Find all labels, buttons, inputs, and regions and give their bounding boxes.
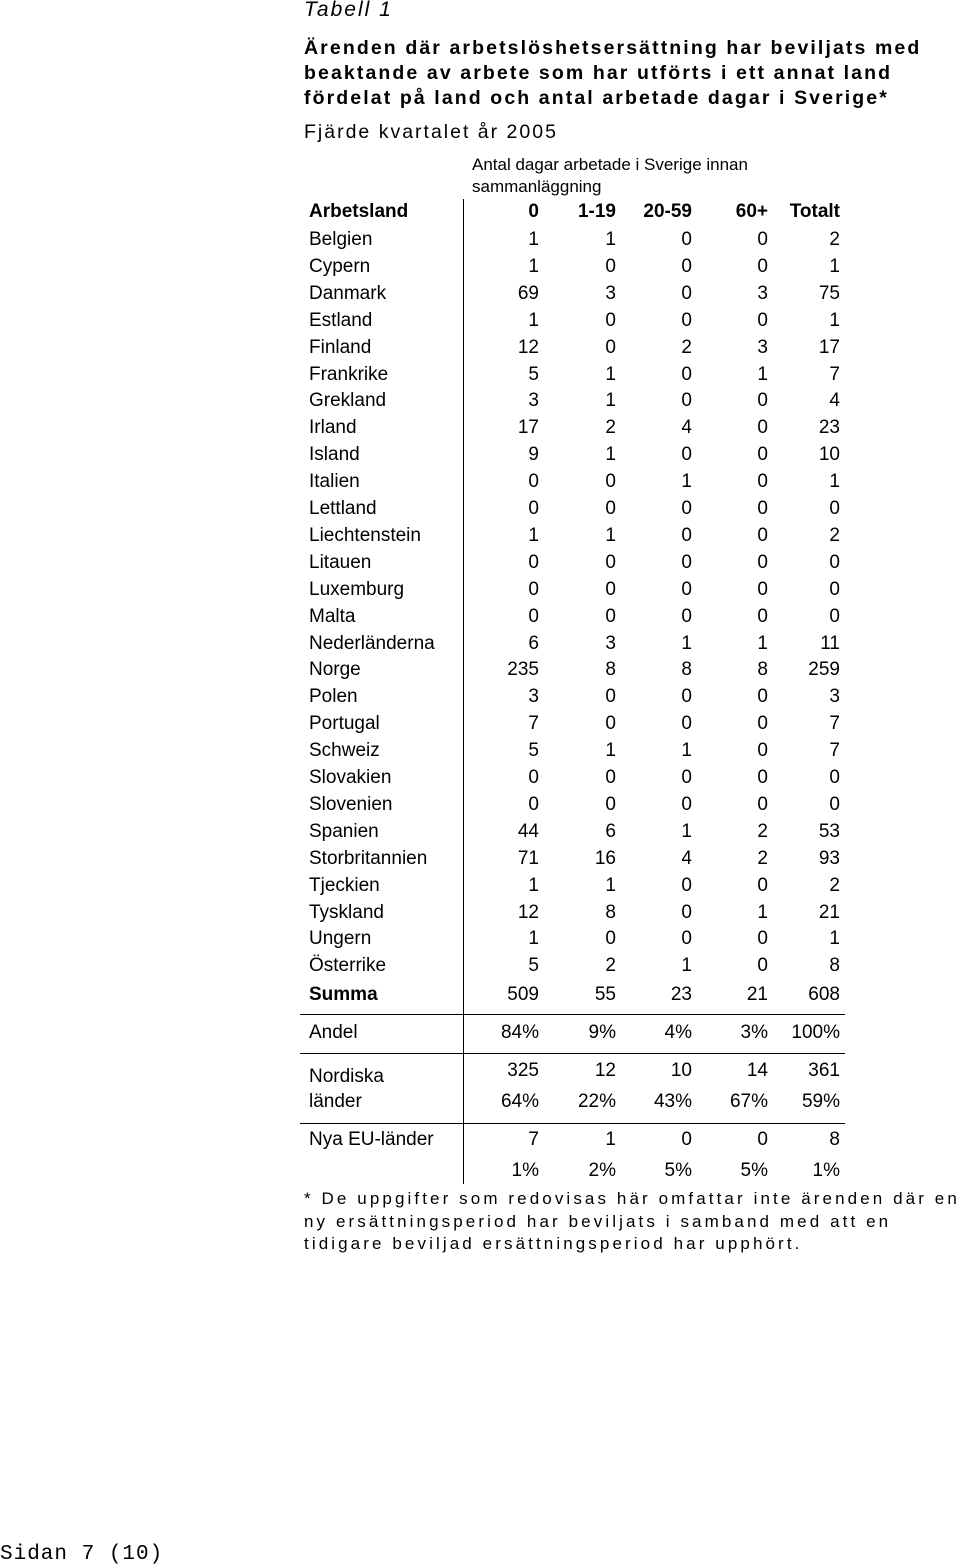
cell: 1 bbox=[681, 740, 692, 762]
divider-summa bbox=[300, 1014, 845, 1015]
cell: 235 bbox=[507, 659, 539, 681]
cell: 0 bbox=[681, 551, 692, 573]
cell: 1 bbox=[757, 901, 768, 923]
cell: 22% bbox=[577, 1091, 616, 1112]
cell: 1% bbox=[812, 1160, 840, 1181]
cell: 325 bbox=[507, 1060, 539, 1081]
cell: 0 bbox=[681, 874, 692, 896]
row-label: Italien bbox=[309, 471, 360, 493]
cell: 0 bbox=[681, 444, 692, 466]
cell: 8 bbox=[605, 659, 616, 681]
cell: 0 bbox=[757, 417, 768, 439]
row-label: Andel bbox=[309, 1022, 358, 1043]
cell: 361 bbox=[808, 1060, 840, 1081]
cell: 0 bbox=[829, 793, 840, 815]
cell: 9% bbox=[588, 1022, 616, 1043]
cell: 0 bbox=[757, 471, 768, 493]
cell: 0 bbox=[528, 605, 539, 627]
cell: 21 bbox=[746, 984, 768, 1005]
cell: 0 bbox=[605, 578, 616, 600]
cell: 2 bbox=[681, 336, 692, 358]
cell: 0 bbox=[681, 229, 692, 250]
cell: 2 bbox=[605, 417, 616, 439]
cell: 1 bbox=[681, 955, 692, 977]
cell: 509 bbox=[507, 984, 539, 1005]
cell: 1 bbox=[681, 820, 692, 842]
cell: 0 bbox=[757, 578, 768, 600]
cell: 5 bbox=[528, 740, 539, 762]
row-label: Frankrike bbox=[309, 363, 389, 385]
cell: 84% bbox=[500, 1022, 539, 1043]
row-label: Nordiska bbox=[309, 1066, 384, 1087]
cell: 0 bbox=[681, 793, 692, 815]
cell: 0 bbox=[829, 767, 840, 788]
column-divider bbox=[463, 199, 464, 1184]
cell: 12 bbox=[517, 901, 539, 923]
cell: 5 bbox=[528, 955, 539, 977]
cell: 4% bbox=[664, 1022, 692, 1043]
cell: 3 bbox=[829, 686, 840, 708]
cell: 4 bbox=[681, 847, 692, 869]
cell: 0 bbox=[757, 524, 768, 546]
cell: 1 bbox=[605, 363, 616, 385]
cell: 0 bbox=[681, 605, 692, 627]
cell: 0 bbox=[681, 578, 692, 600]
cell: 43% bbox=[653, 1091, 692, 1112]
row-label: Österrike bbox=[309, 955, 387, 977]
cell: 3 bbox=[605, 632, 616, 654]
cell: 1 bbox=[605, 874, 616, 896]
row-label: länder bbox=[309, 1091, 362, 1112]
header-label: Arbetsland bbox=[309, 201, 409, 222]
cell: 0 bbox=[528, 471, 539, 493]
cell: 3% bbox=[740, 1022, 768, 1043]
cell: 0 bbox=[757, 309, 768, 331]
cell: 0 bbox=[528, 578, 539, 600]
cell: 0 bbox=[681, 390, 692, 412]
cell: 17 bbox=[517, 417, 539, 439]
divider-nordiska bbox=[300, 1123, 845, 1124]
cell: 71 bbox=[517, 847, 539, 869]
cell: 0 bbox=[681, 767, 692, 788]
row-label: Finland bbox=[309, 336, 372, 358]
cell: 1 bbox=[528, 524, 539, 546]
cell: 0 bbox=[681, 713, 692, 735]
cell: 259 bbox=[808, 659, 840, 681]
cell: 0 bbox=[605, 255, 616, 277]
cell: 0 bbox=[829, 578, 840, 600]
cell: 0 bbox=[681, 282, 692, 304]
cell: 1 bbox=[757, 632, 768, 654]
row-label: Nederländerna bbox=[309, 632, 435, 654]
cell: 0 bbox=[757, 255, 768, 277]
row-label: Spanien bbox=[309, 820, 379, 842]
cell: 1 bbox=[528, 309, 539, 331]
footnote: * De uppgifter som redovisas här omfattar inte ärenden där en ny ersättningsperiod har beviljats i samband med att en tidigare beviljad ersättningsperiod har upphört. bbox=[304, 1189, 960, 1253]
cell: 8 bbox=[757, 659, 768, 681]
row-label: Belgien bbox=[309, 229, 373, 250]
cell: 1 bbox=[681, 632, 692, 654]
cell: 64% bbox=[500, 1091, 539, 1112]
cell: 1 bbox=[528, 874, 539, 896]
cell: 1 bbox=[829, 471, 840, 493]
cell: 7 bbox=[829, 740, 840, 762]
cell: 1 bbox=[757, 363, 768, 385]
cell: 7 bbox=[829, 713, 840, 735]
row-label: Portugal bbox=[309, 713, 380, 735]
cell: 3 bbox=[528, 390, 539, 412]
cell: 0 bbox=[528, 793, 539, 815]
cell: 0 bbox=[757, 229, 768, 250]
cell: 0 bbox=[681, 498, 692, 519]
cell: 1 bbox=[528, 255, 539, 277]
cell: 8 bbox=[829, 955, 840, 977]
row-label: Lettland bbox=[309, 498, 377, 519]
cell: 8 bbox=[605, 901, 616, 923]
cell: 16 bbox=[594, 847, 616, 869]
cell: 0 bbox=[681, 901, 692, 923]
cell: 44 bbox=[517, 820, 539, 842]
cell: 53 bbox=[818, 820, 840, 842]
cell: 2 bbox=[829, 874, 840, 896]
page-number: Sidan 7 (10) bbox=[0, 1543, 164, 1566]
cell: 7 bbox=[829, 363, 840, 385]
cell: 0 bbox=[757, 955, 768, 977]
header-col: 1-19 bbox=[577, 201, 616, 222]
header-col: 60+ bbox=[735, 201, 768, 222]
cell: 0 bbox=[605, 928, 616, 950]
divider-andel bbox=[300, 1053, 845, 1054]
cell: 1 bbox=[605, 524, 616, 546]
cell: 0 bbox=[528, 498, 539, 519]
cell: 0 bbox=[757, 551, 768, 573]
cell: 1 bbox=[829, 928, 840, 950]
cell: 0 bbox=[757, 686, 768, 708]
cell: 0 bbox=[829, 498, 840, 519]
cell: 0 bbox=[605, 471, 616, 493]
cell: 67% bbox=[729, 1091, 768, 1112]
cell: 14 bbox=[746, 1060, 768, 1081]
row-label: Slovenien bbox=[309, 793, 393, 815]
cell: 5 bbox=[528, 363, 539, 385]
cell: 0 bbox=[528, 767, 539, 788]
header-col: 0 bbox=[528, 201, 539, 222]
cell: 0 bbox=[757, 390, 768, 412]
cell: 1 bbox=[528, 928, 539, 950]
cell: 0 bbox=[681, 686, 692, 708]
header-col: 20-59 bbox=[643, 201, 692, 222]
cell: 0 bbox=[757, 444, 768, 466]
cell: 23 bbox=[818, 417, 840, 439]
cell: 2 bbox=[829, 229, 840, 250]
row-label: Luxemburg bbox=[309, 578, 405, 600]
cell: 0 bbox=[605, 793, 616, 815]
cell: 1 bbox=[605, 740, 616, 762]
cell: 59% bbox=[801, 1091, 840, 1112]
row-label: Storbritannien bbox=[309, 847, 428, 869]
cell: 6 bbox=[528, 632, 539, 654]
cell: 2 bbox=[757, 820, 768, 842]
cell: 10 bbox=[818, 444, 840, 466]
cell: 8 bbox=[681, 659, 692, 681]
cell: 9 bbox=[528, 444, 539, 466]
cell: 0 bbox=[605, 767, 616, 788]
cell: 17 bbox=[818, 336, 840, 358]
cell: 0 bbox=[605, 551, 616, 573]
cell: 3 bbox=[605, 282, 616, 304]
row-label: Norge bbox=[309, 659, 361, 681]
cell: 12 bbox=[594, 1060, 616, 1081]
cell: 0 bbox=[757, 874, 768, 896]
row-label: Tjeckien bbox=[309, 874, 380, 896]
cell: 12 bbox=[517, 336, 539, 358]
cell: 0 bbox=[681, 524, 692, 546]
cell: 1 bbox=[528, 229, 539, 250]
cell: 5% bbox=[664, 1160, 692, 1181]
cell: 21 bbox=[818, 901, 840, 923]
cell: 93 bbox=[818, 847, 840, 869]
table-subtitle: Fjärde kvartalet år 2005 bbox=[304, 121, 558, 143]
row-label: Malta bbox=[309, 605, 356, 627]
row-label: Litauen bbox=[309, 551, 372, 573]
cell: 3 bbox=[757, 282, 768, 304]
cell: 2 bbox=[829, 524, 840, 546]
row-label: Grekland bbox=[309, 390, 387, 412]
cell: 0 bbox=[605, 713, 616, 735]
cell: 0 bbox=[605, 686, 616, 708]
row-label: Summa bbox=[309, 984, 378, 1005]
row-label: Polen bbox=[309, 686, 358, 708]
cell: 0 bbox=[681, 363, 692, 385]
cell: 0 bbox=[757, 740, 768, 762]
cell: 0 bbox=[605, 605, 616, 627]
column-group-header: Antal dagar arbetade i Sverige innan sammanläggning bbox=[472, 155, 748, 196]
cell: 0 bbox=[829, 605, 840, 627]
row-label: Liechtenstein bbox=[309, 524, 421, 546]
cell: 1 bbox=[605, 1129, 616, 1150]
cell: 0 bbox=[757, 605, 768, 627]
cell: 1 bbox=[605, 229, 616, 250]
cell: 0 bbox=[681, 928, 692, 950]
cell: 4 bbox=[829, 390, 840, 412]
cell: 2% bbox=[588, 1160, 616, 1181]
cell: 0 bbox=[757, 498, 768, 519]
cell: 6 bbox=[605, 820, 616, 842]
header-col: Totalt bbox=[789, 201, 840, 222]
cell: 7 bbox=[528, 713, 539, 735]
cell: 75 bbox=[818, 282, 840, 304]
row-label: Island bbox=[309, 444, 360, 466]
row-label: Estland bbox=[309, 309, 373, 331]
cell: 4 bbox=[681, 417, 692, 439]
row-label: Slovakien bbox=[309, 767, 392, 788]
cell: 55 bbox=[594, 984, 616, 1005]
cell: 0 bbox=[681, 309, 692, 331]
cell: 10 bbox=[670, 1060, 692, 1081]
cell: 0 bbox=[605, 309, 616, 331]
table-label: Tabell 1 bbox=[304, 0, 393, 21]
cell: 1% bbox=[511, 1160, 539, 1181]
cell: 608 bbox=[808, 984, 840, 1005]
table-title: Ärenden där arbetslöshetsersättning har beviljats med beaktande av arbete som har utförts i ett annat land fördelat på land och antal arbetade dagar i Sverige* bbox=[304, 37, 922, 109]
cell: 0 bbox=[605, 498, 616, 519]
cell: 2 bbox=[757, 847, 768, 869]
cell: 1 bbox=[605, 390, 616, 412]
cell: 0 bbox=[757, 767, 768, 788]
cell: 0 bbox=[681, 1129, 692, 1150]
row-label: Tyskland bbox=[309, 901, 384, 923]
cell: 0 bbox=[757, 928, 768, 950]
cell: 1 bbox=[829, 255, 840, 277]
cell: 5% bbox=[740, 1160, 768, 1181]
row-label: Schweiz bbox=[309, 740, 380, 762]
cell: 69 bbox=[517, 282, 539, 304]
cell: 3 bbox=[528, 686, 539, 708]
row-label: Danmark bbox=[309, 282, 387, 304]
row-label: Nya EU-länder bbox=[309, 1129, 434, 1150]
cell: 1 bbox=[829, 309, 840, 331]
cell: 1 bbox=[681, 471, 692, 493]
row-label: Irland bbox=[309, 417, 357, 439]
cell: 0 bbox=[829, 551, 840, 573]
cell: 0 bbox=[757, 1129, 768, 1150]
cell: 0 bbox=[528, 551, 539, 573]
row-label: Cypern bbox=[309, 255, 371, 277]
cell: 0 bbox=[681, 255, 692, 277]
cell: 11 bbox=[820, 632, 840, 654]
cell: 2 bbox=[605, 955, 616, 977]
cell: 100% bbox=[791, 1022, 840, 1043]
cell: 0 bbox=[757, 793, 768, 815]
cell: 3 bbox=[757, 336, 768, 358]
cell: 7 bbox=[528, 1129, 539, 1150]
cell: 23 bbox=[670, 984, 692, 1005]
cell: 1 bbox=[605, 444, 616, 466]
cell: 0 bbox=[757, 713, 768, 735]
cell: 0 bbox=[605, 336, 616, 358]
row-label: Ungern bbox=[309, 928, 372, 950]
cell: 8 bbox=[829, 1129, 840, 1150]
